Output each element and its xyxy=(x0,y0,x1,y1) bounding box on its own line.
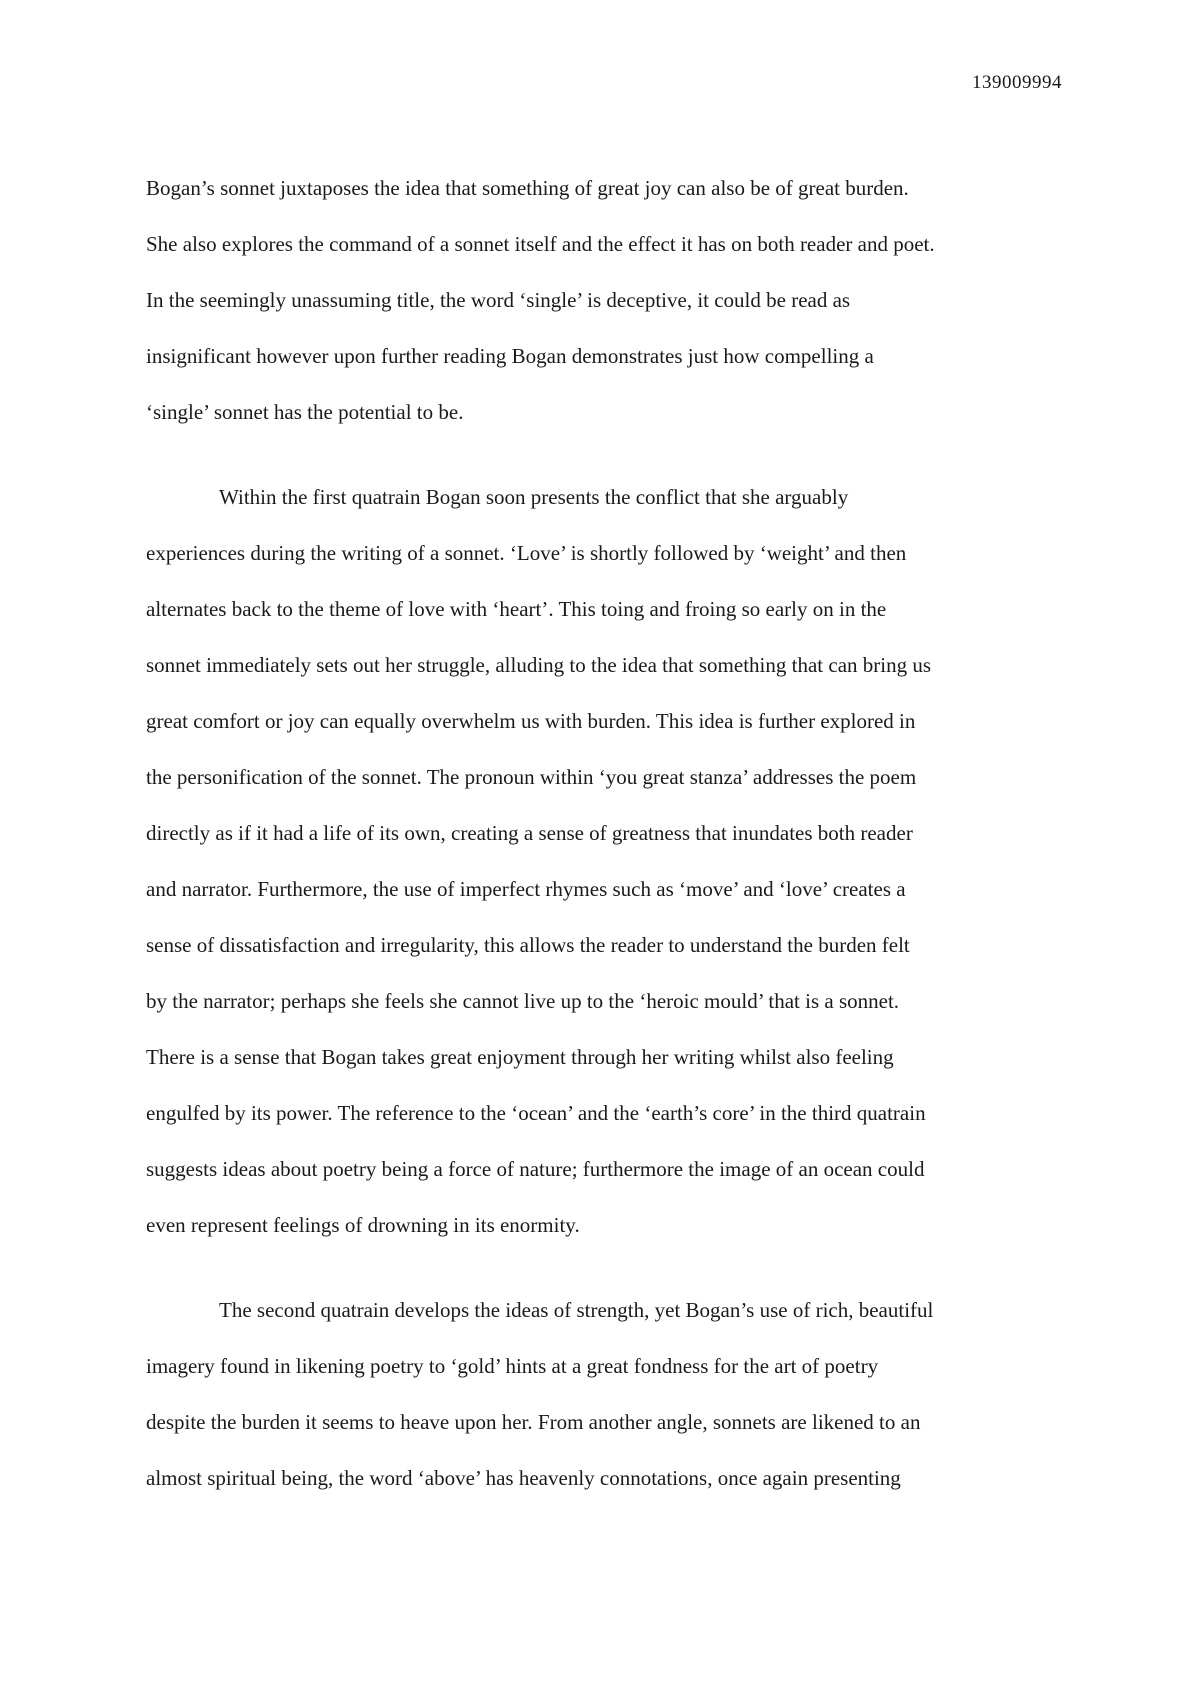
text-line: Within the first quatrain Bogan soon presents the conflict that she arguably xyxy=(219,485,849,509)
text-line: experiences during the writing of a sonnet. ‘Love’ is shortly followed by ‘weight’ and then xyxy=(146,541,907,565)
paragraph-spacer xyxy=(146,440,1066,469)
text-line: alternates back to the theme of love with ‘heart’. This toing and froing so early on in the xyxy=(146,597,887,621)
page-number: 139009994 xyxy=(972,72,1062,93)
text-line: In the seemingly unassuming title, the word ‘single’ is deceptive, it could be read as xyxy=(146,288,851,312)
text-line: even represent feelings of drowning in its enormity. xyxy=(146,1213,580,1237)
paragraph-spacer xyxy=(146,1253,1066,1282)
text-line: and narrator. Furthermore, the use of imperfect rhymes such as ‘move’ and ‘love’ creates a xyxy=(146,877,906,901)
text-line: despite the burden it seems to heave upon her. From another angle, sonnets are likened to an xyxy=(146,1410,921,1434)
text-line: She also explores the command of a sonnet itself and the effect it has on both reader and poet. xyxy=(146,232,935,256)
text-line: almost spiritual being, the word ‘above’ has heavenly connotations, once again presenting xyxy=(146,1466,901,1490)
paragraph-3 xyxy=(146,1282,1066,1506)
text-line: engulfed by its power. The reference to the ‘ocean’ and the ‘earth’s core’ in the third quatrain xyxy=(146,1101,926,1125)
text-line: the personification of the sonnet. The pronoun within ‘you great stanza’ addresses the poem xyxy=(146,765,917,789)
text-line: Bogan’s sonnet juxtaposes the idea that something of great joy can also be of great burden. xyxy=(146,176,909,200)
text-line: sense of dissatisfaction and irregularity, this allows the reader to understand the burden felt xyxy=(146,933,910,957)
text-line: The second quatrain develops the ideas of strength, yet Bogan’s use of rich, beautiful xyxy=(219,1298,934,1322)
text-line: There is a sense that Bogan takes great enjoyment through her writing whilst also feeling xyxy=(146,1045,894,1069)
text-line: great comfort or joy can equally overwhelm us with burden. This idea is further explored in xyxy=(146,709,916,733)
text-line: suggests ideas about poetry being a force of nature; furthermore the image of an ocean could xyxy=(146,1157,925,1181)
text-line: imagery found in likening poetry to ‘gold’ hints at a great fondness for the art of poetry xyxy=(146,1354,879,1378)
text-line: directly as if it had a life of its own, creating a sense of greatness that inundates both reader xyxy=(146,821,913,845)
text-line: insignificant however upon further reading Bogan demonstrates just how compelling a xyxy=(146,344,874,368)
paragraph-1 xyxy=(146,160,1066,440)
paragraph-2 xyxy=(146,469,1066,1253)
text-line: ‘single’ sonnet has the potential to be. xyxy=(146,400,464,424)
document-body xyxy=(146,160,1066,1506)
text-line: sonnet immediately sets out her struggle, alluding to the idea that something that can bring us xyxy=(146,653,932,677)
text-line: by the narrator; perhaps she feels she cannot live up to the ‘heroic mould’ that is a sonnet. xyxy=(146,989,900,1013)
